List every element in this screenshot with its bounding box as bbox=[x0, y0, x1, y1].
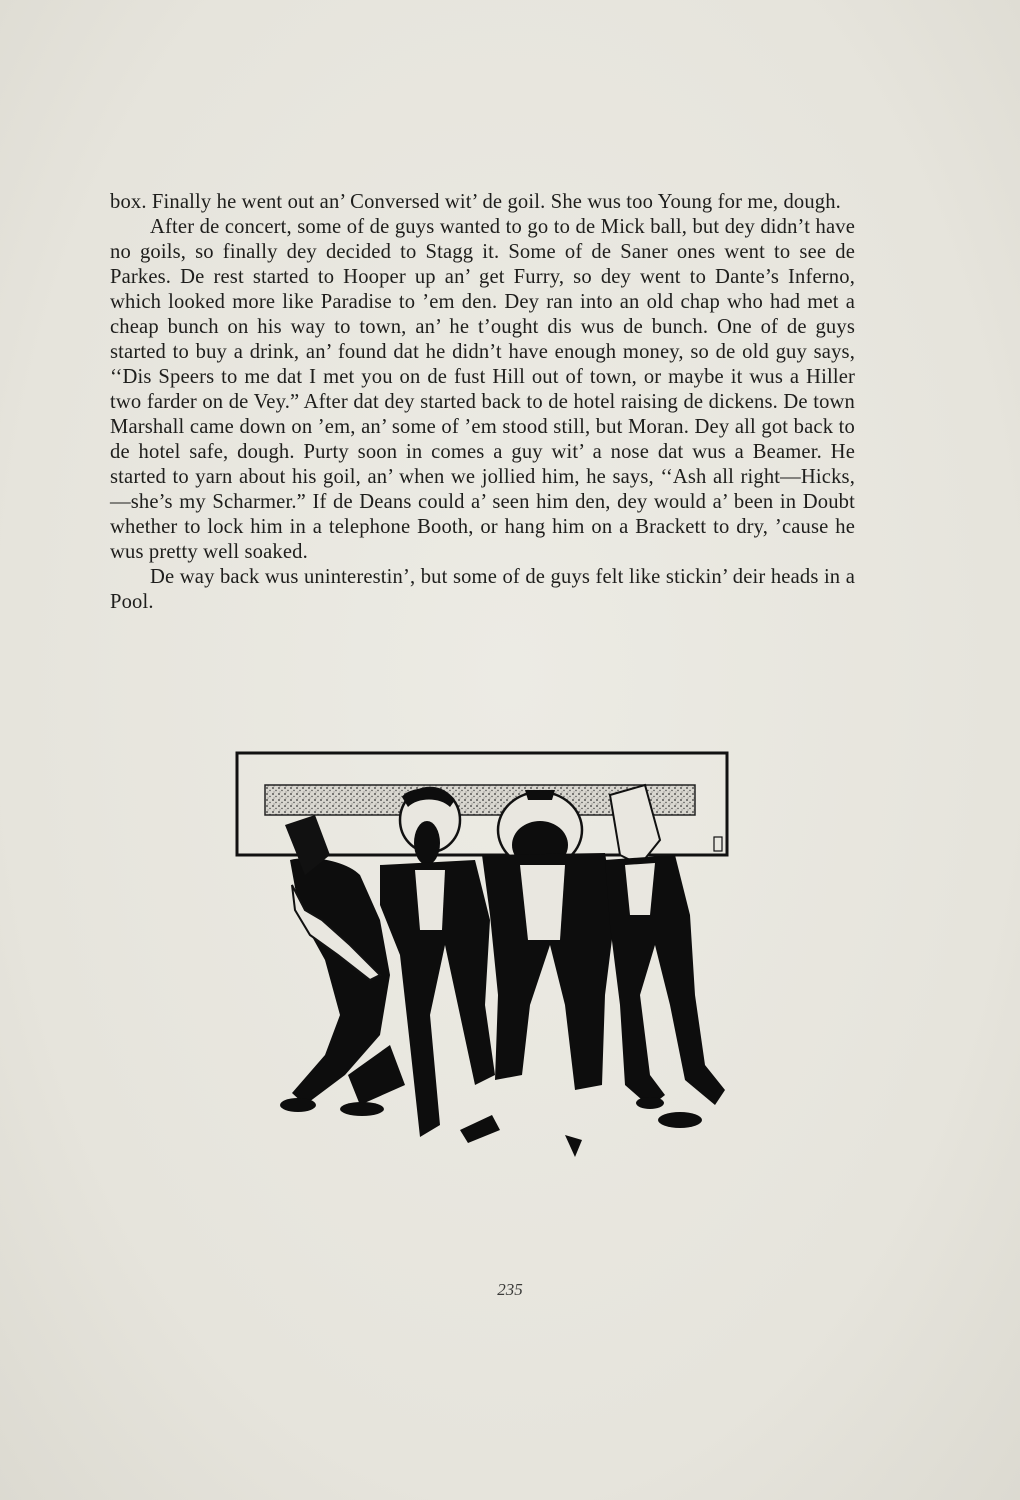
figure-center-right bbox=[482, 790, 615, 1157]
figure-center-left bbox=[380, 788, 500, 1143]
figure-right bbox=[605, 785, 725, 1128]
paragraph: De way back wus uninterestin’, but some of de guys felt like stickin’ deir heads in a Pool. bbox=[110, 566, 855, 613]
body-text bbox=[110, 190, 855, 615]
artist-monogram bbox=[714, 837, 722, 851]
paragraph-continued: box. Finally he went out an’ Conversed wit’ de goil. She wus too Young for me, dough. bbox=[110, 191, 841, 213]
cartoon-illustration bbox=[230, 745, 735, 1165]
figure-left bbox=[280, 815, 405, 1116]
paragraph: After de concert, some of de guys wanted to go to de Mick ball, but dey didn’t have no goils, so finally dey decided to Stagg it. Some of de Saner ones went to see de Parkes. De rest started to Hooper up an’ get Furry, so dey went to Dante’s Inferno, which looked more like Paradise to ’em den. Dey ran into an old chap who had met a cheap bunch on his way to town, an’ he t’ought dis wus de bunch. One of de guys started to buy a drink, an’ found dat he didn’t have enough money, so de old guy says, ‘‘Dis Speers to me dat I met you on de fust Hill out of town, or maybe it wus a Hiller two farder on de Vey.” After dat dey started back to de hotel raising de dickens. De town Marshall came down on ’em, an’ some of ’em stood still, but Moran. Dey all got back to de hotel safe, dough. Purty soon in comes a guy wit’ a nose dat wus a Beamer. He started to yarn about his goil, an’ when we jollied him, he says, ‘‘Ash all right—Hicks,—she’s my Scharmer.” If de Deans could a’ seen him den, dey would a’ been in Doubt whether to lock him in a telephone Booth, or hang him on a Brackett to dry, ’cause he wus pretty well soaked. bbox=[110, 216, 855, 563]
page-number: 235 bbox=[497, 1280, 523, 1299]
